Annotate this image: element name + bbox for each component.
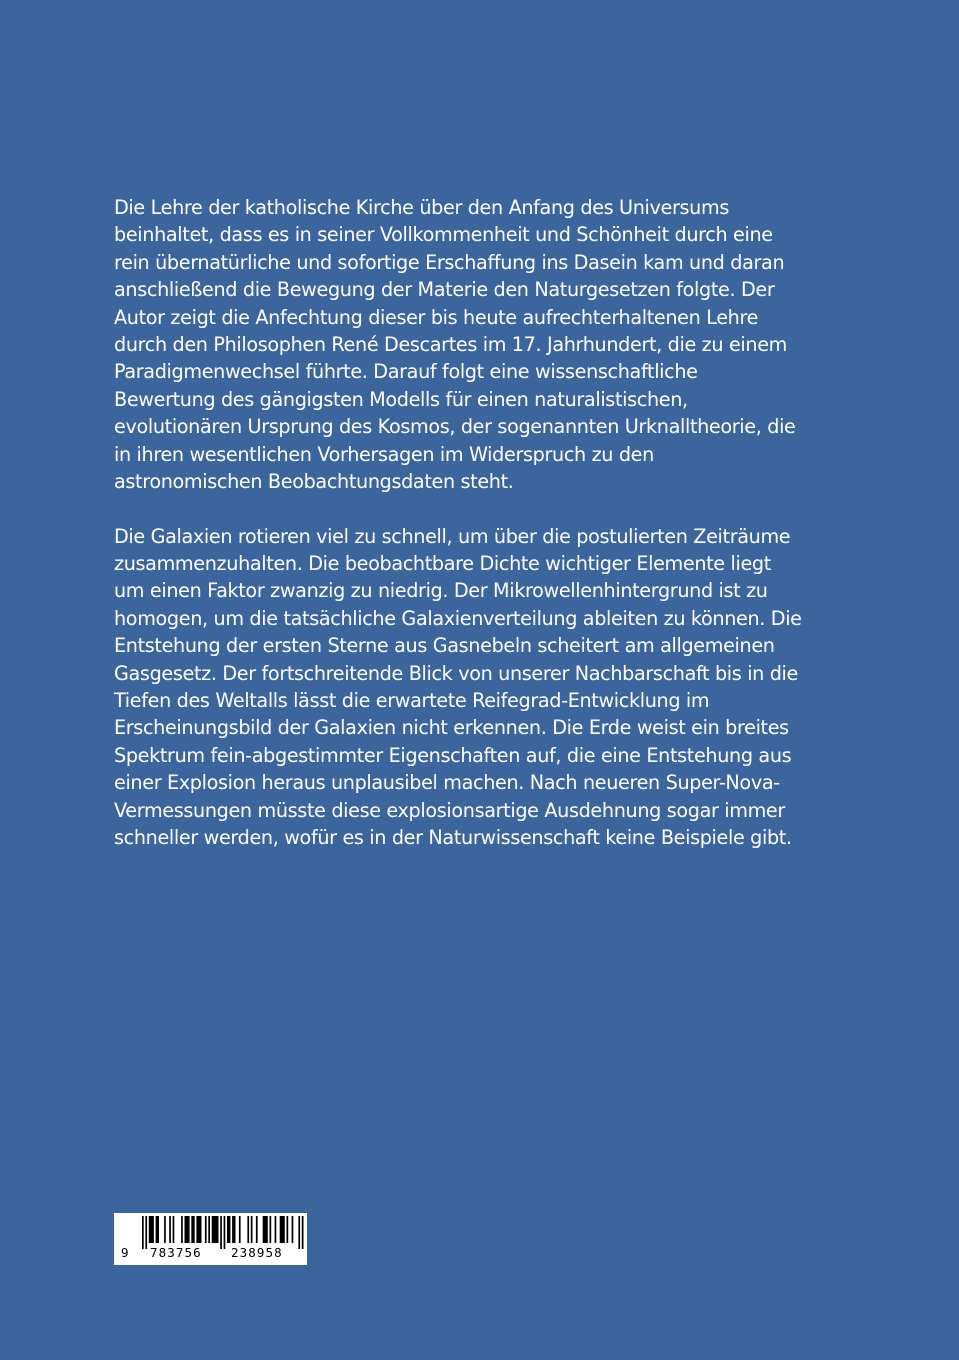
- text-line: Tiefen des Weltalls lässt die erwartete Reifegrad-Entwicklung im: [114, 689, 710, 713]
- text-line: durch den Philosophen René Descartes im 17. Jahrhundert, die zu einem: [114, 332, 787, 356]
- barcode-bar: [292, 1216, 294, 1243]
- isbn-barcode: [114, 1213, 307, 1265]
- barcode-bar: [263, 1216, 268, 1243]
- paragraph-2: [114, 523, 850, 852]
- text-line: Gasgesetz. Der fortschreitende Blick von unserer Nachbarschaft bis in die: [114, 661, 798, 685]
- barcode-bar: [181, 1216, 183, 1243]
- barcode-bar: [239, 1216, 241, 1243]
- paragraph-spacer: [114, 495, 850, 522]
- barcode-bar: [232, 1216, 235, 1243]
- barcode-bar: [247, 1216, 249, 1243]
- barcode-bar: [191, 1216, 194, 1243]
- barcode-bar: [205, 1216, 207, 1243]
- text-line: um einen Faktor zwanzig zu niedrig. Der Mikrowellenhintergrund ist zu: [114, 579, 768, 603]
- barcode-bar: [280, 1216, 285, 1243]
- isbn-number: [114, 1243, 307, 1263]
- barcode-bar: [287, 1216, 289, 1243]
- text-line: Autor zeigt die Anfechtung dieser bis heute aufrechterhaltenen Lehre: [114, 305, 759, 329]
- text-line: zusammenzuhalten. Die beobachtbare Dichte wichtiger Elemente liegt: [114, 552, 771, 576]
- barcode-bar: [185, 1216, 190, 1243]
- barcode-bar: [169, 1216, 171, 1243]
- text-line: Die Galaxien rotieren viel zu schnell, um über die postulierten Zeiträume: [114, 524, 791, 548]
- isbn-left-digits: 783756: [150, 1245, 202, 1260]
- paragraph-1: [114, 194, 850, 495]
- text-line: beinhaltet, dass es in seiner Vollkommenheit und Schönheit durch eine: [114, 223, 773, 247]
- barcode-bar: [251, 1216, 253, 1243]
- text-line: Erscheinungsbild der Galaxien nicht erkennen. Die Erde weist ein breites: [114, 716, 789, 740]
- text-line: homogen, um die tatsächliche Galaxienverteilung ableiten zu können. Die: [114, 606, 802, 630]
- text-line: Spektrum fein-abgestimmter Eigenschaften auf, die eine Entstehung aus: [114, 743, 792, 767]
- text-line: Vermessungen müsste diese explosionsartige Ausdehnung sogar immer: [114, 798, 785, 822]
- text-line: einer Explosion heraus unplausibel machen. Nach neueren Super-Nova-: [114, 771, 780, 795]
- barcode-bar: [208, 1216, 210, 1243]
- text-line: Bewertung des gängigsten Modells für einen naturalistischen,: [114, 387, 688, 411]
- barcode-bar: [196, 1216, 201, 1243]
- barcode-bar: [164, 1216, 166, 1243]
- barcode-bar: [227, 1216, 230, 1243]
- barcode-bar: [212, 1216, 219, 1243]
- text-line: evolutionären Ursprung des Kosmos, der sogenannten Urknalltheorie, die: [114, 415, 796, 439]
- text-line: rein übernatürliche und sofortige Erschaffung ins Dasein kam und daran: [114, 250, 785, 274]
- isbn-right-digits: 238958: [231, 1245, 283, 1260]
- text-line: Paradigmenwechsel führte. Darauf folgt eine wissenschaftliche: [114, 360, 698, 384]
- barcode-bar: [156, 1216, 159, 1243]
- barcode-bar: [275, 1216, 277, 1243]
- text-line: in ihren wesentlichen Vorhersagen im Widerspruch zu den: [114, 442, 654, 466]
- text-line: astronomischen Beobachtungsdaten steht.: [114, 469, 514, 493]
- text-line: Die Lehre der katholische Kirche über den Anfang des Universums: [114, 196, 729, 219]
- text-line: schneller werden, wofür es in der Naturwissenschaft keine Beispiele gibt.: [114, 825, 792, 849]
- barcode-bar: [149, 1216, 154, 1243]
- barcode-bar: [173, 1216, 175, 1243]
- barcode-bar: [270, 1216, 272, 1243]
- barcode-bar: [256, 1216, 258, 1243]
- text-line: anschließend die Bewegung der Materie den Naturgesetzen folgte. Der: [114, 278, 775, 302]
- text-line: Entstehung der ersten Sterne aus Gasnebeln scheitert am allgemeinen: [114, 634, 775, 658]
- isbn-lead-digit: 9: [121, 1245, 129, 1260]
- blurb-text: [114, 194, 850, 851]
